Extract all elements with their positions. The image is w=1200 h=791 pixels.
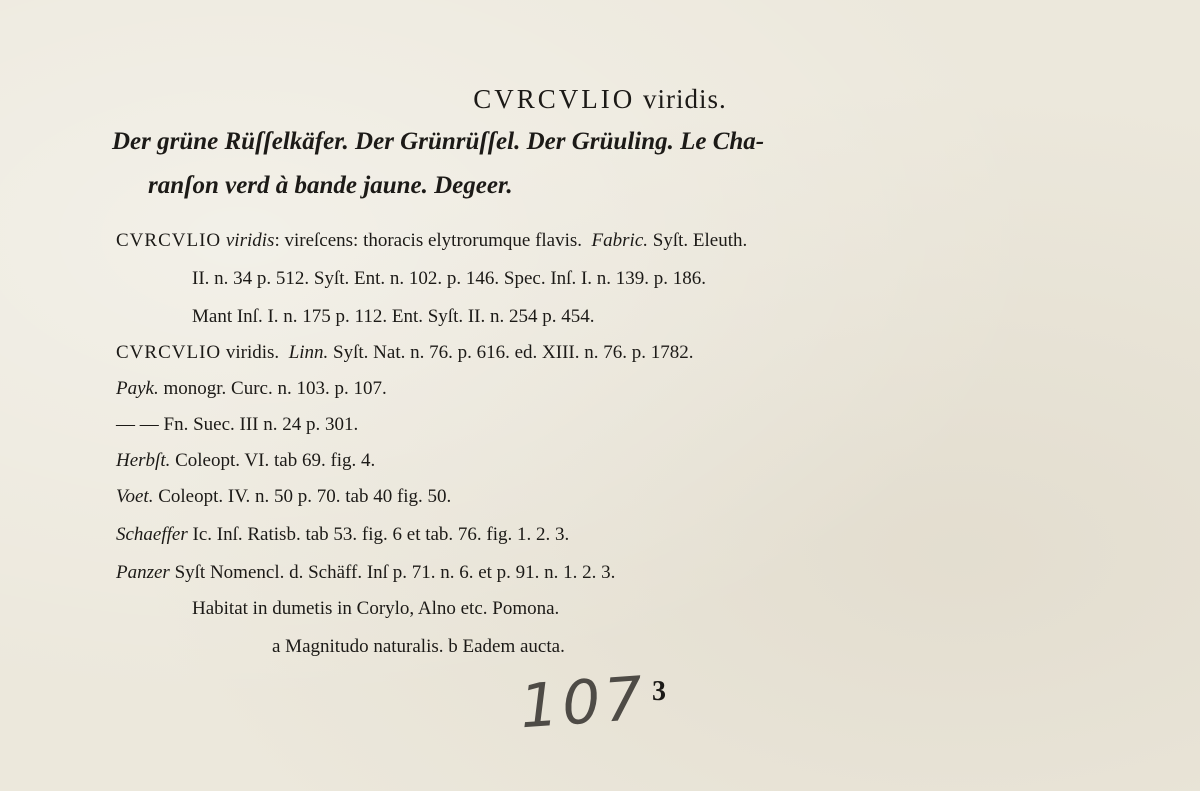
page-number: 3 — [652, 676, 666, 707]
reference-line — [116, 450, 375, 472]
reference-line: — — Fn. Suec. III n. 24 p. 301. — [116, 414, 359, 435]
handwritten-number: 107 — [517, 663, 649, 743]
ref-genus: CVRCVLIO — [116, 342, 222, 363]
ref-author: Herbſt. — [116, 450, 171, 471]
ref-text: Ic. Inſ. Ratisb. tab 53. fig. 6 et tab. 76. fig. 1. 2. 3. — [187, 524, 570, 545]
ref-text: : vireſcens: thoracis elytrorumque flavis. — [274, 230, 583, 251]
common-names-line-1: Der grüne Rüſſelkäfer. Der Grünrüſſel. Der Grüuling. Le Cha- — [112, 128, 765, 155]
ref-text: monogr. Curc. n. 103. p. 107. — [158, 378, 387, 399]
title-genus: CVRCVLIO — [473, 84, 636, 114]
reference-line: II. n. 34 p. 512. Syſt. Ent. n. 102. p. 146. Spec. Inſ. I. n. 139. p. 186. — [192, 268, 707, 289]
ref-text: Syſt. Nat. n. 76. p. 616. ed. XIII. n. 76. p. 1782. — [328, 342, 694, 363]
reference-line: Mant Inſ. I. n. 175 p. 112. Ent. Syſt. II. n. 254 p. 454. — [192, 306, 595, 327]
reference-line — [116, 230, 747, 252]
ref-text: Coleopt. IV. n. 50 p. 70. tab 40 fig. 50. — [153, 486, 452, 507]
ref-text: viridis. — [221, 342, 280, 363]
ref-author: Voet. — [116, 486, 154, 507]
ref-author: Fabric. — [591, 230, 649, 251]
ref-text: Syſt. Eleuth. — [648, 230, 748, 251]
reference-line — [116, 524, 569, 546]
ref-author: Panzer — [116, 562, 170, 583]
reference-line — [116, 378, 387, 400]
ref-text: Syſt Nomencl. d. Schäff. Inſ p. 71. n. 6. et p. 91. n. 1. 2. 3. — [169, 562, 616, 583]
title-species: viridis. — [643, 84, 727, 114]
ref-author: Linn. — [288, 342, 329, 363]
species-title — [0, 84, 1200, 115]
ref-genus: CVRCVLIO — [116, 230, 222, 251]
ref-species: viridis — [225, 230, 275, 251]
reference-line — [116, 486, 451, 508]
figure-caption: a Magnitudo naturalis. b Eadem aucta. — [272, 636, 565, 657]
reference-line — [116, 562, 615, 584]
common-names-line-2: ranſon verd à bande jaune. Degeer. — [148, 172, 513, 199]
ref-author: Payk. — [116, 378, 159, 399]
habitat-line: Habitat in dumetis in Corylo, Alno etc. Pomona. — [192, 598, 560, 619]
ref-text: Coleopt. VI. tab 69. fig. 4. — [170, 450, 376, 471]
reference-line — [116, 342, 694, 364]
ref-author: Schaeffer — [116, 524, 188, 545]
